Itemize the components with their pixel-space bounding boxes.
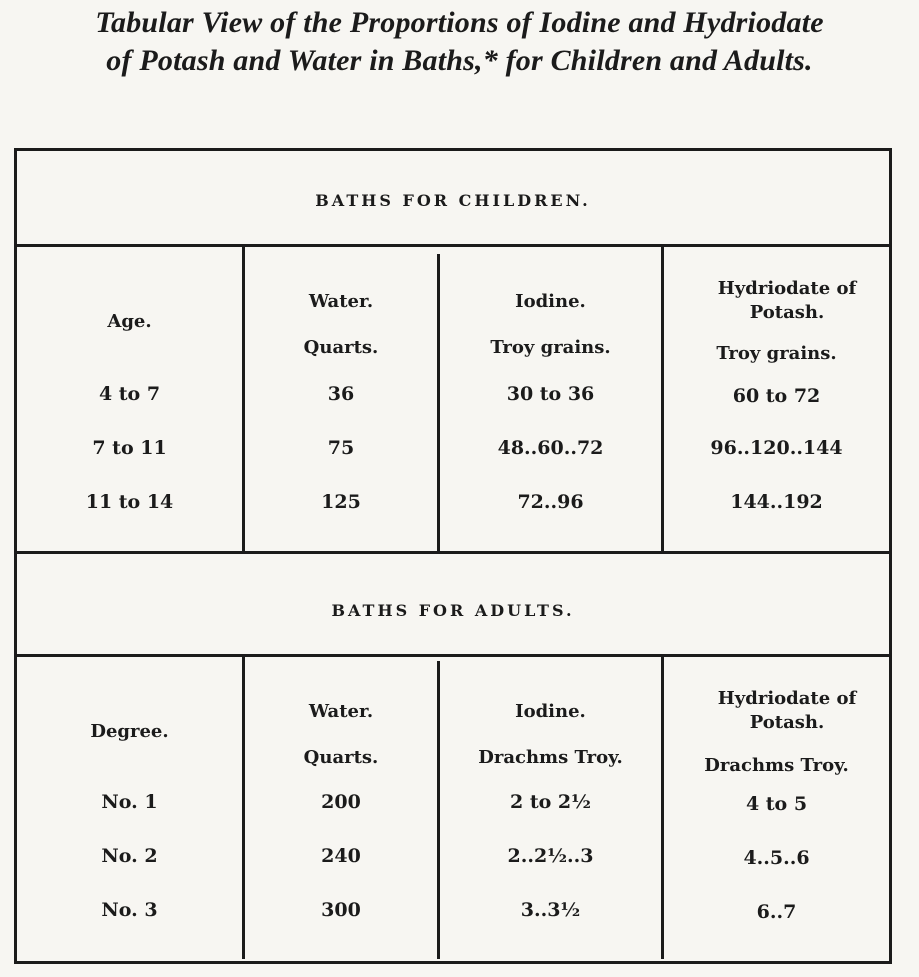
adults-iodine-cell: 2 to 2½ xyxy=(510,791,591,813)
proportions-table xyxy=(14,148,892,964)
children-hydriodate-cell: 96..120..144 xyxy=(710,437,843,459)
children-hydriodate-cell: 60 to 72 xyxy=(732,385,821,407)
adults-water-cell: 240 xyxy=(321,845,361,867)
children-header-hydriodate: Hydriodate of Potash. xyxy=(717,278,857,323)
children-header-hydriodate-unit: Troy grains. xyxy=(716,343,837,364)
adults-hydriodate-cell: 6..7 xyxy=(756,901,797,923)
adults-iodine-cell: 3..3½ xyxy=(520,899,581,921)
title-line-1: Tabular View of the Proportions of Iodine and Hydriodate xyxy=(95,6,824,39)
adults-header-hydriodate-unit: Drachms Troy. xyxy=(704,755,849,776)
children-header-iodine: Iodine. xyxy=(515,291,586,312)
adults-water-cell: 200 xyxy=(321,791,361,813)
adults-hydriodate-cell: 4..5..6 xyxy=(743,847,810,869)
children-age-cell: 11 to 14 xyxy=(85,491,174,513)
children-header-water: Water. xyxy=(308,291,374,312)
children-iodine-cell: 48..60..72 xyxy=(497,437,604,459)
children-iodine-cell: 30 to 36 xyxy=(506,383,595,405)
adults-water-cell: 300 xyxy=(321,899,361,921)
children-age-cell: 4 to 7 xyxy=(98,383,161,405)
children-hydriodate-cell: 144..192 xyxy=(730,491,823,513)
children-water-cell: 75 xyxy=(327,437,355,459)
children-header-age: Age. xyxy=(107,311,152,332)
children-water-cell: 125 xyxy=(321,491,361,513)
adults-degree-cell: No. 2 xyxy=(101,845,158,867)
children-heading-rule xyxy=(17,244,889,247)
adults-header-iodine-unit: Drachms Troy. xyxy=(478,747,623,768)
children-iodine-cell: 72..96 xyxy=(517,491,584,513)
adults-heading-rule xyxy=(17,654,889,657)
adults-hydriodate-cell: 4 to 5 xyxy=(745,793,808,815)
adults-header-water-unit: Quarts. xyxy=(303,747,379,768)
adults-header-degree: Degree. xyxy=(90,721,169,742)
adults-header-iodine: Iodine. xyxy=(515,701,586,722)
page-title xyxy=(0,4,919,80)
adults-header-water: Water. xyxy=(308,701,374,722)
children-section-heading: BATHS FOR CHILDREN. xyxy=(315,191,591,210)
adults-iodine-cell: 2..2½..3 xyxy=(507,845,594,867)
title-line-2: of Potash and Water in Baths,* for Children and Adults. xyxy=(106,44,813,77)
adults-degree-cell: No. 3 xyxy=(101,899,158,921)
adults-header-hydriodate: Hydriodate of Potash. xyxy=(717,688,857,733)
children-header-iodine-unit: Troy grains. xyxy=(490,337,611,358)
children-age-cell: 7 to 11 xyxy=(92,437,167,459)
children-header-water-unit: Quarts. xyxy=(303,337,379,358)
adults-section-heading: BATHS FOR ADULTS. xyxy=(331,601,575,620)
section-divider-rule xyxy=(17,551,889,554)
children-water-cell: 36 xyxy=(327,383,355,405)
adults-degree-cell: No. 1 xyxy=(101,791,158,813)
